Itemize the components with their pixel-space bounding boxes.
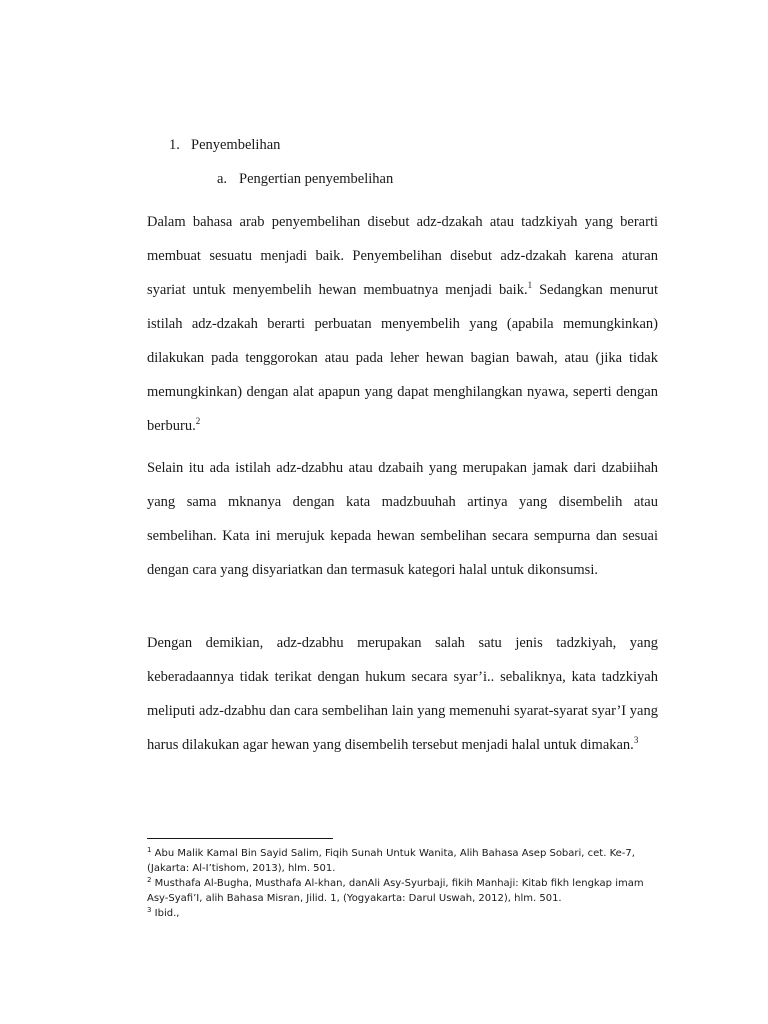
section-title: Penyembelihan xyxy=(191,137,281,153)
footnote-item xyxy=(147,906,667,921)
footnote-text: Abu Malik Kamal Bin Sayid Salim, Fiqih Sunah Untuk Wanita, Alih Bahasa Asep Sobari, cet. Ke-7, (Jakarta: Al-I’tishom, 2013), hlm. 501. xyxy=(147,848,635,874)
paragraph-text: Sedangkan menurut istilah adz-dzakah berarti perbuatan menyembelih yang (apabila memungkinkan) dilakukan pada tenggorokan atau pada leher hewan bagian bawah, atau (jika tidak memungkinkan) dengan alat apapun yang dapat menghilangkan nyawa, seperti dengan berburu. xyxy=(147,282,658,434)
footnote-separator xyxy=(147,838,333,839)
footnote-text: Ibid., xyxy=(151,908,180,919)
paragraph-text: Dengan demikian, adz-dzabhu merupakan salah satu jenis tadzkiyah, yang keberadaannya tidak terikat dengan hukum secara syar’i.. sebaliknya, kata tadzkiyah meliputi adz-dzabhu dan cara sembelihan lain yang memenuhi syarat-syarat syar’I yang harus dilakukan agar hewan yang disembelih tersebut menjadi halal untuk dimakan. xyxy=(147,635,658,753)
footnote-number: 3 xyxy=(147,906,152,914)
footnote-number: 1 xyxy=(147,846,152,854)
subsection-title: Pengertian penyembelihan xyxy=(239,171,394,187)
footnote-number: 2 xyxy=(147,876,152,884)
section-number: 1. xyxy=(169,137,180,153)
section-heading xyxy=(169,138,280,153)
paragraph-text: Dalam bahasa arab penyembelihan disebut adz-dzakah atau tadzkiyah yang berarti membuat sesuatu menjadi baik. Penyembelihan disebut adz-dzakah karena aturan syariat untuk menyembelih hewan membuatnya menjadi baik. xyxy=(147,214,658,298)
footnotes xyxy=(147,846,667,921)
paragraph-conclusion xyxy=(147,626,658,762)
paragraph-dzabhu xyxy=(147,451,658,587)
footnote-ref: 3 xyxy=(633,735,639,745)
footnote-text: Musthafa Al-Bugha, Musthafa Al-khan, danAli Asy-Syurbaji, fikih Manhaji: Kitab fikh lengkap imam Asy-Syafi’I, alih Bahasa Misran, Jilid. 1, (Yogyakarta: Darul Uswah, 2012), hlm. 501. xyxy=(147,878,644,904)
footnote-ref: 1 xyxy=(527,280,533,290)
footnote-item xyxy=(147,846,667,876)
subsection-letter: a. xyxy=(217,171,228,187)
subsection-heading xyxy=(217,172,393,187)
footnote-item xyxy=(147,876,667,906)
paragraph-text: Selain itu ada istilah adz-dzabhu atau dzabaih yang merupakan jamak dari dzabiihah yang sama mknanya dengan kata madzbuuhah artinya yang disembelih atau sembelihan. Kata ini merujuk kepada hewan sembelihan secara sempurna dan sesuai dengan cara yang disyariatkan dan termasuk kategori halal untuk dikonsumsi. xyxy=(147,460,658,578)
paragraph-definition xyxy=(147,205,658,443)
footnote-ref: 2 xyxy=(195,416,201,426)
